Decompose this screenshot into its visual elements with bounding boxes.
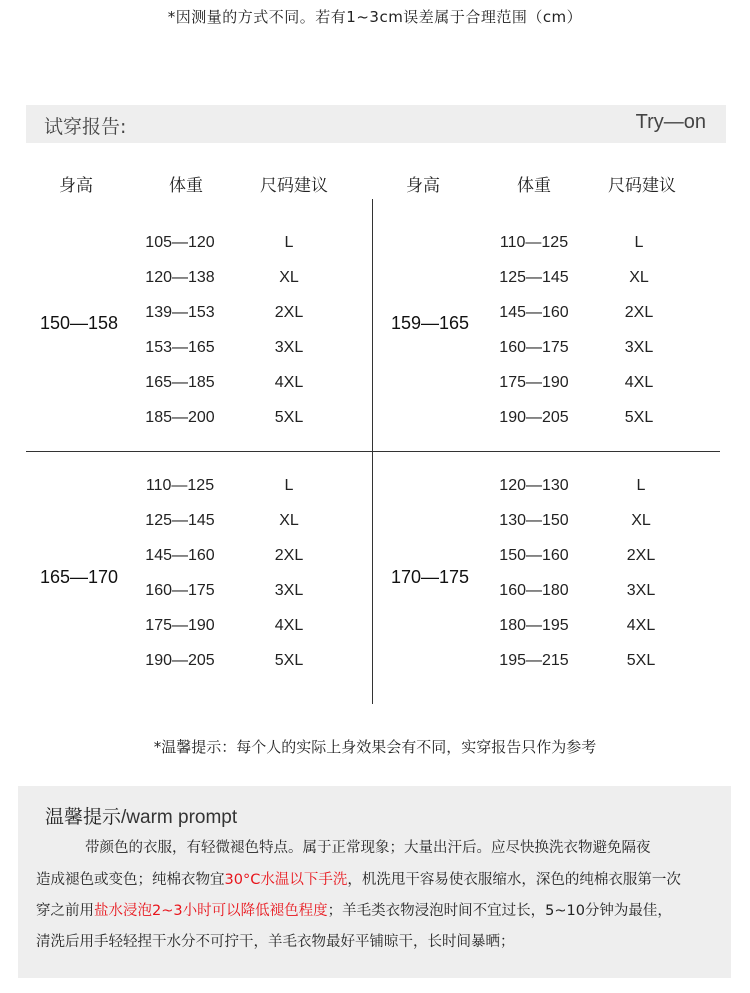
size-suggestion: L	[284, 477, 294, 494]
report-disclaimer: *温馨提示：每个人的实际上身效果会有不同，实穿报告只作为参考	[153, 738, 597, 756]
weight-range: 125—145	[499, 269, 569, 286]
weight-range: 175—190	[499, 374, 569, 391]
header-weight-right: 体重	[517, 176, 551, 196]
size-suggestion: 3XL	[626, 582, 656, 599]
size-suggestion: XL	[279, 269, 299, 286]
weight-range: 160—175	[499, 339, 569, 356]
size-suggestion: 5XL	[624, 409, 654, 426]
weight-range: 145—160	[145, 547, 215, 564]
care-text-line-2	[36, 868, 681, 889]
size-suggestion: 2XL	[274, 547, 304, 564]
weight-range: 160—175	[145, 582, 215, 599]
weight-range: 110—125	[499, 234, 569, 251]
height-range: 150—158	[39, 313, 119, 333]
care-text-segment: 穿之前用	[36, 903, 94, 919]
size-suggestion: 4XL	[274, 374, 304, 391]
care-text-line-1: 带颜色的衣服，有轻微褪色特点。属于正常现象；大量出汗后。应尽快换洗衣物避免隔夜	[85, 840, 651, 856]
weight-range: 125—145	[145, 512, 215, 529]
size-suggestion: L	[284, 234, 294, 251]
size-suggestion: 3XL	[274, 582, 304, 599]
size-suggestion: 5XL	[274, 409, 304, 426]
size-suggestion: 3XL	[624, 339, 654, 356]
divider-horizontal	[26, 451, 720, 452]
size-suggestion: 4XL	[626, 617, 656, 634]
warm-prompt-title	[45, 802, 237, 829]
size-suggestion: XL	[631, 512, 651, 529]
header-height-left: 身高	[59, 176, 93, 196]
warm-prompt-title-en: /warm prompt	[121, 807, 238, 828]
size-suggestion: XL	[279, 512, 299, 529]
size-suggestion: 2XL	[274, 304, 304, 321]
care-text-highlight: 盐水浸泡2~3小时可以降低褪色程度	[94, 903, 328, 919]
care-text-highlight: 30°C水温以下手洗	[224, 872, 348, 888]
report-title: 试穿报告:	[44, 116, 127, 138]
size-suggestion: 5XL	[626, 652, 656, 669]
weight-range: 185—200	[145, 409, 215, 426]
weight-range: 139—153	[145, 304, 215, 321]
weight-range: 153—165	[145, 339, 215, 356]
weight-range: 120—138	[145, 269, 215, 286]
weight-range: 190—205	[145, 652, 215, 669]
weight-range: 175—190	[145, 617, 215, 634]
warm-prompt-title-cn: 温馨提示	[45, 806, 122, 828]
weight-range: 130—150	[499, 512, 569, 529]
header-size-right: 尺码建议	[608, 176, 676, 196]
divider-vertical-bottom	[372, 451, 373, 704]
care-text-segment: ，机洗甩干容易使衣服缩水，深色的纯棉衣服第一次	[347, 872, 681, 888]
weight-range: 105—120	[145, 234, 215, 251]
report-title-en: Try—on	[635, 111, 706, 133]
size-suggestion: L	[634, 234, 644, 251]
report-header-bar	[26, 105, 726, 143]
care-text-segment: ；羊毛类衣物浸泡时间不宜过长，5~10分钟为最佳，	[327, 903, 672, 919]
weight-range: 145—160	[499, 304, 569, 321]
weight-range: 120—130	[499, 477, 569, 494]
size-suggestion: 2XL	[626, 547, 656, 564]
weight-range: 160—180	[499, 582, 569, 599]
header-height-right: 身高	[406, 176, 440, 196]
weight-range: 165—185	[145, 374, 215, 391]
weight-range: 150—160	[499, 547, 569, 564]
header-size-left: 尺码建议	[260, 176, 328, 196]
weight-range: 190—205	[499, 409, 569, 426]
care-text-line-3	[36, 899, 672, 920]
height-range: 159—165	[390, 313, 470, 333]
size-suggestion: 3XL	[274, 339, 304, 356]
size-suggestion: 4XL	[624, 374, 654, 391]
size-suggestion: 4XL	[274, 617, 304, 634]
divider-vertical-top	[372, 199, 373, 451]
weight-range: 195—215	[499, 652, 569, 669]
measurement-note: *因测量的方式不同。若有1~3cm误差属于合理范围（cm）	[167, 8, 583, 26]
height-range: 170—175	[390, 567, 470, 587]
care-text-line-4: 清洗后用手轻轻捏干水分不可拧干，羊毛衣物最好平铺晾干，长时间暴晒；	[36, 934, 515, 950]
care-text-segment: 造成褪色或变色；纯棉衣物宜	[36, 872, 225, 888]
size-suggestion: 5XL	[274, 652, 304, 669]
weight-range: 110—125	[145, 477, 215, 494]
size-suggestion: XL	[629, 269, 649, 286]
size-suggestion: 2XL	[624, 304, 654, 321]
size-suggestion: L	[636, 477, 646, 494]
header-weight-left: 体重	[169, 176, 203, 196]
height-range: 165—170	[39, 567, 119, 587]
weight-range: 180—195	[499, 617, 569, 634]
warm-prompt-panel	[18, 786, 731, 978]
